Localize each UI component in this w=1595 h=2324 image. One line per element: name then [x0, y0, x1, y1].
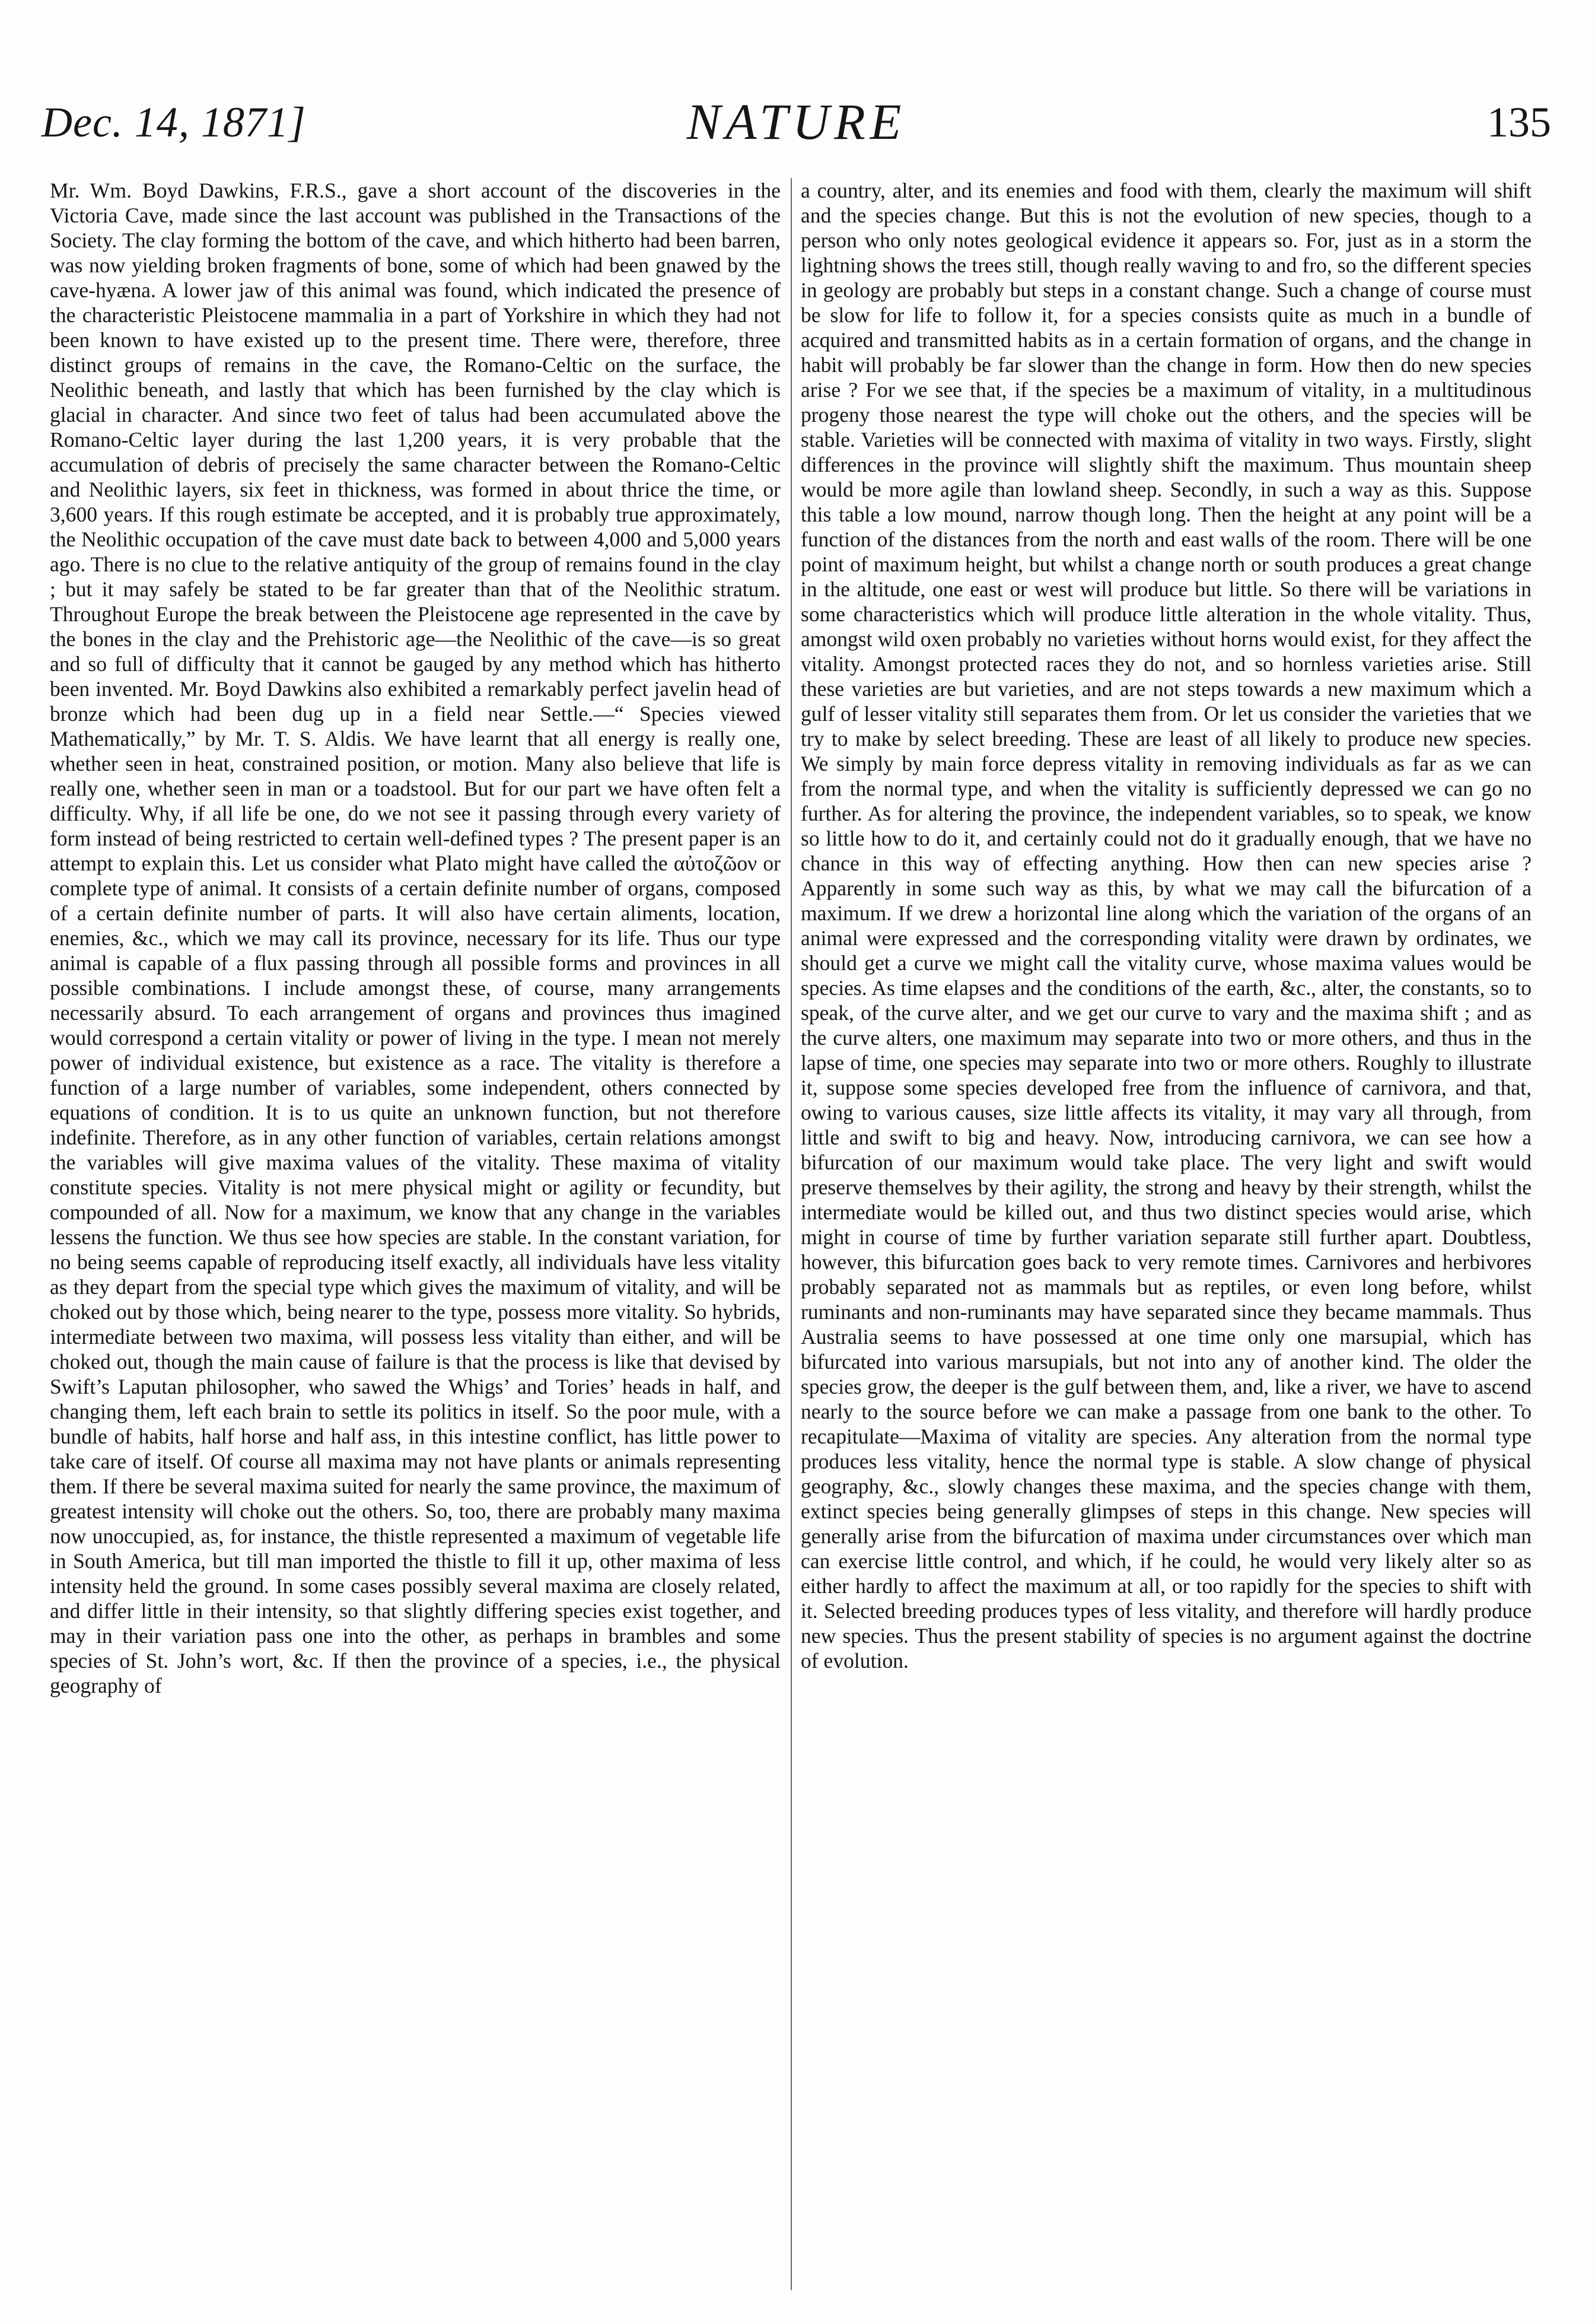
- right-column: [801, 178, 1532, 2290]
- issue-date: Dec. 14, 1871]: [42, 98, 306, 146]
- right-column-paragraph: a country, alter, and its enemies and food with them, clearly the maximum will shift and the species change. But this is not the evolution of new species, though to a person who only notes geological evidence it appears so. For, just as in a storm the lightning shows the trees still, though really waving to and fro, so the different species in geology are probably but steps in a constant change. Such a change of course must be slow for life to follow it, for a species consists quite as much in a bundle of acquired and transmitted habits as in a certain formation of organs, and the change in habit will probably be far slower than the change in form. How then do new species arise ? For we see that, if the species be a maximum of vitality, in a multitudinous progeny those nearest the type will choke out the others, and the species will be stable. Varieties will be connected with maxima of vitality in two ways. Firstly, slight differences in the province will slightly shift the maximum. Thus mountain sheep would be more agile than lowland sheep. Secondly, in such a way as this. Suppose this table a low mound, narrow though long. Then the height at any point will be a function of the distances from the north and east walls of the room. There will be one point of maximum height, but whilst a change north or south produces a great change in the altitude, one east or west will produce but little. So there will be variations in some characteristics which will produce little alteration in the whole vitality. Thus, amongst wild oxen probably no varieties without horns would exist, for they affect the vitality. Amongst protected races they do not, and so hornless varieties arise. Still these varieties are but varieties, and are not steps towards a new maximum which a gulf of lesser vitality still separates them from. Or let us consider the varieties that we try to make by select breeding. These are least of all likely to produce new species. We simply by main force depress vitality in removing individuals as far as we can from the normal type, and when the vitality is sufficiently depressed we can go no further. As for altering the province, the independent variables, so to speak, we know so little how to do it, and certainly could not do it gradually enough, that we have no chance in this way of effecting anything. How then can new species arise ? Apparently in some such way as this, by what we may call the bifurcation of a maximum. If we drew a horizontal line along which the variation of the organs of an animal were expressed and the corresponding vitality were drawn by ordinates, we should get a curve we might call the vitality curve, whose maxima values would be species. As time elapses and the conditions of the earth, &c., alter, the constants, so to speak, of the curve alter, and we get our curve to vary and the maxima shift ; and as the curve alters, one maximum may separate into two or more others, and thus in the lapse of time, one species may separate into two or more others. Roughly to illustrate it, suppose some species developed free from the influence of carnivora, and that, owing to various causes, size little affects its vitality, it may vary all through, from little and swift to big and heavy. Now, introducing carnivora, we can see how a bifurcation of our maximum would take place. The very light and swift would preserve themselves by their agility, the strong and heavy by their strength, whilst the intermediate would be killed out, and thus two distinct species would arise, which might in course of time by further variation separate still further apart. Doubtless, however, this bifurcation goes back to very remote times. Carnivores and herbivores probably separated not as mammals but as reptiles, or even long before, whilst ruminants and non-ruminants may have separated since they became mammals. Thus Australia seems to have possessed at one time only one marsupial, which has bifurcated into various marsupials, but not into any of another kind. The older the species grow, the deeper is the gulf between them, and, like a river, we have to ascend nearly to the source before we can make a passage from one bank to the other. To recapitulate—Maxima of vitality are species. Any alteration from the normal type produces less vitality, hence the normal type is stable. A slow change of physical geography, &c., slowly changes these maxima, and the species change with them, extinct species being generally glimpses of steps in this change. New species will generally arise from the bifurcation of maxima under circumstances over which man can exercise little control, and which, if he could, he would very likely alter so as either hardly to affect the maximum at all, or too rapidly for the species to shift with it. Selected breeding produces types of less vitality, and therefore will hardly produce new species. Thus the present stability of species is no argument against the doctrine of evolution.: [801, 179, 1532, 1673]
- column-divider: [791, 178, 792, 2290]
- page-number: 135: [1487, 98, 1551, 146]
- left-column-paragraph: Mr. Wm. Boyd Dawkins, F.R.S., gave a short account of the discoveries in the Victoria Cave, made since the last account was published in the Transactions of the Society. The clay forming the bottom of the cave, and which hitherto had been barren, was now yielding broken fragments of bone, some of which had been gnawed by the cave-hyæna. A lower jaw of this animal was found, which indicated the presence of the characteristic Pleistocene mammalia in a part of Yorkshire in which they had not been known to have existed up to the present time. There were, therefore, three distinct groups of remains in the cave, the Romano-Celtic on the surface, the Neolithic beneath, and lastly that which has been furnished by the clay which is glacial in character. And since two feet of talus had been accumulated above the Romano-Celtic layer during the last 1,200 years, it is very probable that the accumulation of debris of precisely the same character between the Romano-Celtic and Neolithic layers, six feet in thickness, was formed in about thrice the time, or 3,600 years. If this rough estimate be accepted, and it is probably true approximately, the Neolithic occupation of the cave must date back to between 4,000 and 5,000 years ago. There is no clue to the relative antiquity of the group of remains found in the clay ; but it may safely be stated to be far greater than that of the Neolithic stratum. Throughout Europe the break between the Pleistocene age represented in the cave by the bones in the clay and the Prehistoric age—the Neolithic of the cave—is so great and so full of difficulty that it cannot be gauged by any method which has hitherto been invented. Mr. Boyd Dawkins also exhibited a remarkably perfect javelin head of bronze which had been dug up in a field near Settle.—“ Species viewed Mathematically,” by Mr. T. S. Aldis. We have learnt that all energy is really one, whether seen in heat, constrained position, or motion. Many also believe that life is really one, whether seen in man or a toadstool. But for our part we have often felt a difficulty. Why, if all life be one, do we not see it passing through every variety of form instead of being restricted to certain well-defined types ? The present paper is an attempt to explain this. Let us consider what Plato might have called the αὐτοζῶον or complete type of animal. It consists of a certain definite number of organs, composed of a certain definite number of parts. It will also have certain aliments, location, enemies, &c., which we may call its province, necessary for its life. Thus our type animal is capable of a flux passing through all possible forms and provinces in all possible combinations. I include amongst these, of course, many arrangements necessarily absurd. To each arrangement of organs and provinces thus imagined would correspond a certain vitality or power of living in the type. I mean not merely power of individual existence, but existence as a race. The vitality is therefore a function of a large number of variables, some independent, others connected by equations of condition. It is to us quite an unknown function, but not therefore indefinite. Therefore, as in any other function of variables, certain relations amongst the variables will give maxima values of the vitality. These maxima of vitality constitute species. Vitality is not mere physical might or agility or fecundity, but compounded of all. Now for a maximum, we know that any change in the variables lessens the function. We thus see how species are stable. In the constant variation, for no being seems capable of reproducing itself exactly, all individuals have less vitality as they depart from the special type which gives the maximum of vitality, and will be choked out by those which, being nearer to the type, possess more vitality. So hybrids, intermediate between two maxima, will possess less vitality than either, and will be choked out, though the main cause of failure is that the process is like that devised by Swift’s Laputan philosopher, who sawed the Whigs’ and Tories’ heads in half, and changing them, left each brain to settle its politics in itself. So the poor mule, with a bundle of habits, half horse and half ass, in this intestine conflict, has little power to take care of itself. Of course all maxima may not have plants or animals representing them. If there be several maxima suited for nearly the same province, the maximum of greatest intensity will choke out the others. So, too, there are probably many maxima now unoccupied, as, for instance, the thistle represented a maximum of vegetable life in South America, but till man imported the thistle to fill it up, other maxima of less intensity held the ground. In some cases possibly several maxima are closely related, and differ little in their intensity, so that slightly differing species exist together, and may in their variation pass one into the other, as perhaps in brambles and some species of St. John’s wort, &c. If then the province of a species, i.e., the physical geography of: [50, 179, 781, 1697]
- journal-title: NATURE: [686, 93, 906, 150]
- left-column: [50, 178, 781, 2290]
- running-header: [42, 92, 1551, 163]
